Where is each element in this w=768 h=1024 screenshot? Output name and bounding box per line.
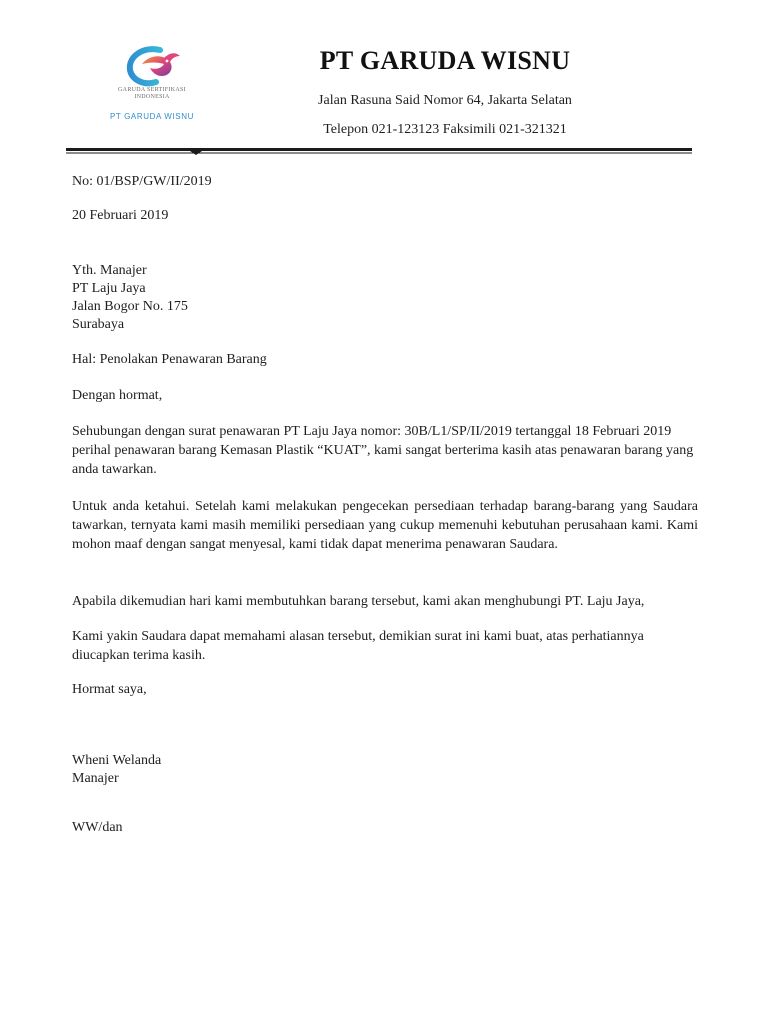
logo-caption [92, 87, 212, 101]
letter-number: No: 01/BSP/GW/II/2019 [72, 174, 212, 189]
logo-caption-line1: GARUDA SERTIFIKASI [118, 87, 186, 93]
initials: WW/dan [72, 820, 123, 835]
recipient-line4: Surabaya [72, 317, 125, 332]
recipient-line3: Jalan Bogor No. 175 [72, 299, 188, 314]
signer-title: Manajer [72, 771, 119, 786]
header-divider [66, 148, 692, 155]
closing: Hormat saya, [72, 682, 147, 697]
logo-company-name: PT GARUDA WISNU [110, 112, 194, 121]
company-contact: Telepon 021-123123 Faksimili 021-321321 [323, 122, 567, 137]
company-logo [92, 44, 212, 126]
logo-caption-line2: INDONESIA [134, 94, 170, 100]
paragraph-3: Apabila dikemudian hari kami membutuhkan barang tersebut, kami akan menghubungi PT. Laju Jaya, [72, 594, 645, 609]
signer-name: Wheni Welanda [72, 753, 162, 768]
salutation: Dengan hormat, [72, 388, 163, 403]
garuda-logo-icon [120, 44, 184, 88]
paragraph-1: Sehubungan dengan surat penawaran PT Laju Jaya nomor: 30B/L1/SP/II/2019 tertanggal 18 Februari 2019 perihal penawaran barang Kemasan Plastik “KUAT”, kami sangat berterima kasih atas penawaran barang yang anda tawarkan. [72, 424, 694, 477]
recipient-line1: Yth. Manajer [72, 263, 147, 278]
letter-subject: Hal: Penolakan Penawaran Barang [72, 352, 267, 367]
recipient-line2: PT Laju Jaya [72, 281, 146, 296]
company-address: Jalan Rasuna Said Nomor 64, Jakarta Selatan [318, 93, 572, 108]
company-name: PT GARUDA WISNU [319, 46, 571, 75]
paragraph-4: Kami yakin Saudara dapat memahami alasan tersebut, demikian surat ini kami buat, atas perhatiannya diucapkan terima kasih. [72, 629, 644, 663]
paragraph-2: Untuk anda ketahui. Setelah kami melakukan pengecekan persediaan terhadap barang-barang yang Saudara tawarkan, ternyata kami masih memiliki persediaan yang cukup memenuhi kebutuhan perusahaan kami. Kami mohon maaf dengan sangat menyesal, kami tidak dapat menerima penawaran Saudara. [72, 499, 698, 552]
letter-date: 20 Februari 2019 [72, 208, 169, 223]
